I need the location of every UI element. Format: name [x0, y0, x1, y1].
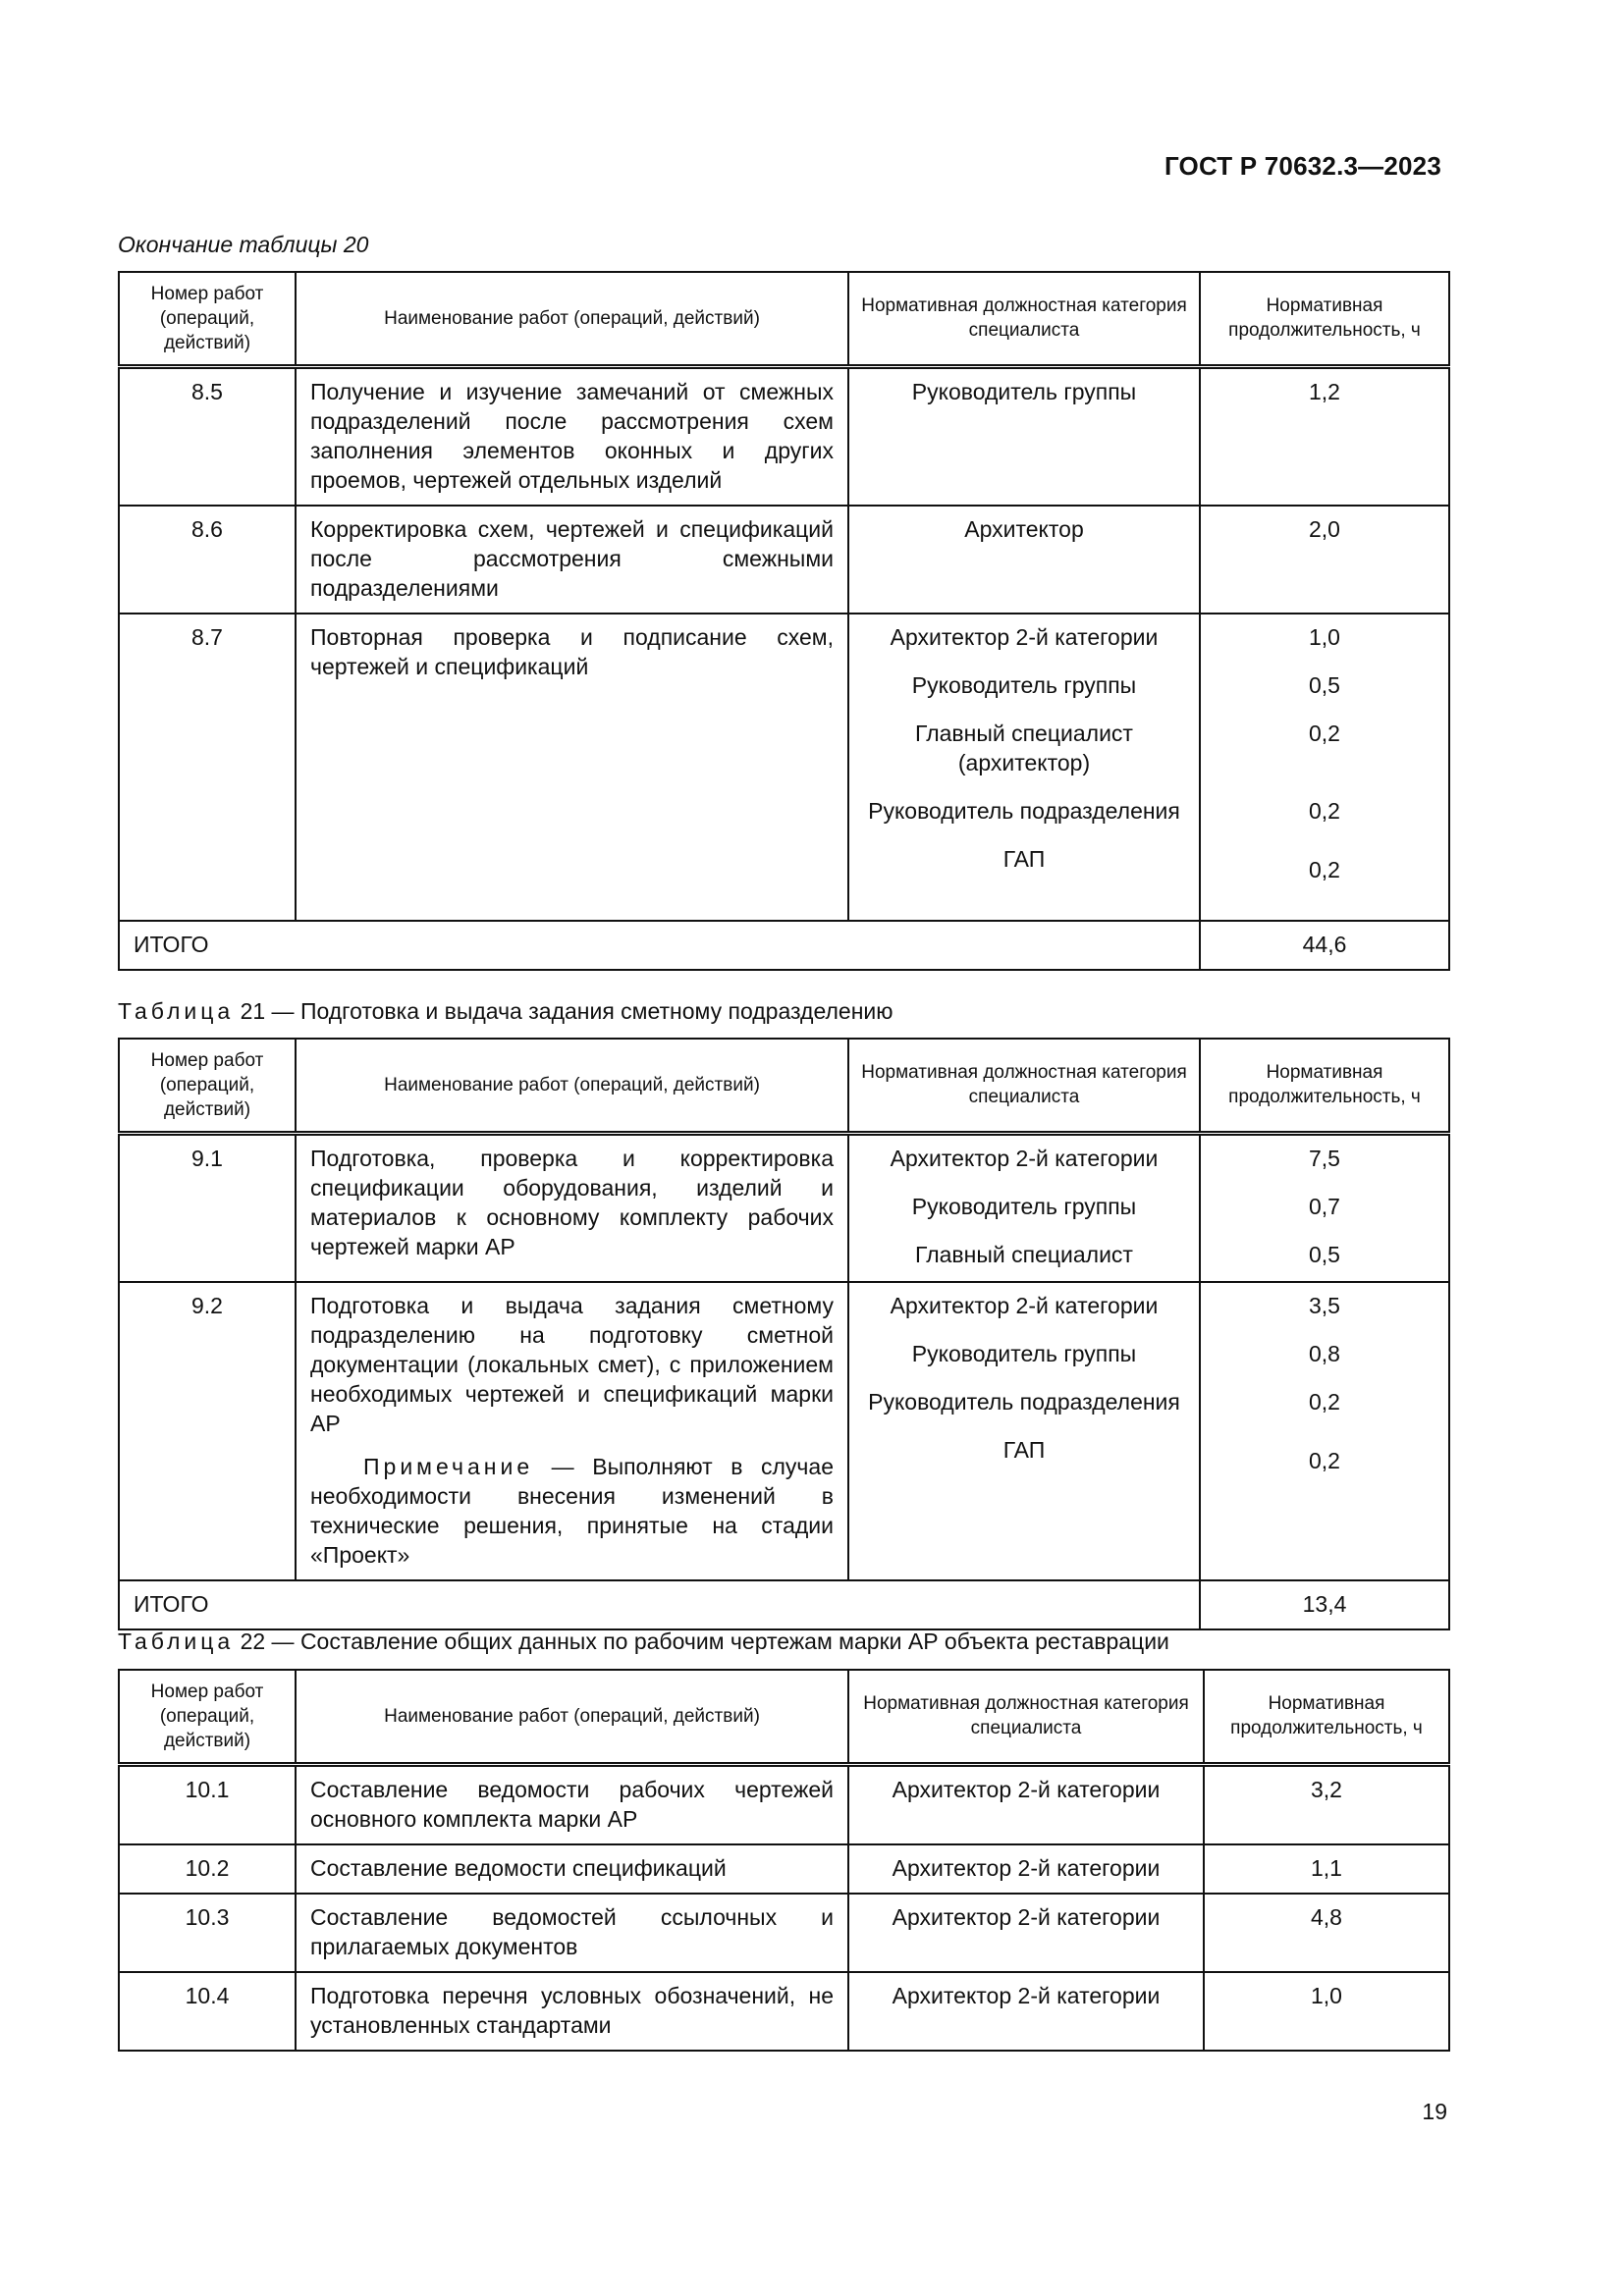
table-label: Таблица: [118, 998, 235, 1024]
row-number: 10.3: [119, 1894, 296, 1972]
row-number: 10.4: [119, 1972, 296, 2051]
duration: 7,5: [1309, 1145, 1340, 1171]
table-row: [119, 614, 1449, 921]
total-label: ИТОГО: [119, 921, 1200, 970]
row-name: Составление ведомости спецификаций: [296, 1844, 848, 1894]
row-name: Повторная проверка и подписание схем, чертежей и спецификаций: [296, 614, 848, 921]
duration: 4,8: [1204, 1894, 1449, 1972]
total-row: [119, 1580, 1449, 1629]
row-name: Получение и изучение замечаний от смежных подразделений после рассмотрения схем заполнения элементов оконных и других проемов, чертежей отдельных изделий: [296, 366, 848, 506]
category: Руководитель подразделения: [868, 798, 1180, 824]
col-header-duration: Нормативная продолжительность, ч: [1204, 1670, 1449, 1764]
duration: 3,5: [1309, 1293, 1340, 1318]
duration: 3,2: [1204, 1764, 1449, 1844]
category: ГАП: [1002, 1437, 1046, 1463]
row-number: 9.1: [119, 1133, 296, 1282]
duration: 1,2: [1309, 378, 1340, 404]
col-header-name: Наименование работ (операций, действий): [296, 272, 848, 366]
row-name: Подготовка перечня условных обозначений, не установленных стандартами: [296, 1972, 848, 2051]
total-label: ИТОГО: [119, 1580, 1200, 1629]
table-row: [119, 1844, 1449, 1894]
row-name: Составление ведомости рабочих чертежей основного комплекта марки АР: [296, 1764, 848, 1844]
duration: 0,7: [1309, 1193, 1340, 1219]
row-number: 8.6: [119, 506, 296, 614]
category: Архитектор 2-й категории: [848, 1972, 1204, 2051]
table-row: [119, 506, 1449, 614]
category: Архитектор 2-й категории: [848, 1844, 1204, 1894]
category: Руководитель подразделения: [868, 1389, 1180, 1415]
row-number: 10.2: [119, 1844, 296, 1894]
row-name: Составление ведомостей ссылочных и прилагаемых документов: [296, 1894, 848, 1972]
table22-caption: [118, 1629, 1169, 1655]
col-header-duration: Нормативная продолжительность, ч: [1200, 272, 1449, 366]
duration: 0,2: [1309, 798, 1340, 824]
row-number: 10.1: [119, 1764, 296, 1844]
standard-code: ГОСТ Р 70632.3—2023: [1164, 151, 1441, 181]
table-21: [118, 1038, 1450, 1630]
row-number: 8.5: [119, 366, 296, 506]
duration: 0,2: [1309, 1448, 1340, 1473]
category: Архитектор 2-й категории: [890, 624, 1159, 650]
category: Архитектор 2-й категории: [890, 1293, 1159, 1318]
duration: 0,2: [1309, 857, 1340, 882]
total-value: 13,4: [1200, 1580, 1449, 1629]
note-label: Примечание: [363, 1454, 534, 1479]
duration: 1,1: [1204, 1844, 1449, 1894]
category: Руководитель группы: [911, 1341, 1137, 1366]
col-header-category: Нормативная должностная категория специалиста: [848, 272, 1200, 366]
table21-caption: [118, 998, 893, 1025]
row-number: 8.7: [119, 614, 296, 921]
table-20: [118, 271, 1450, 971]
duration: 2,0: [1309, 516, 1340, 542]
col-header-category: Нормативная должностная категория специалиста: [848, 1670, 1204, 1764]
table-22: [118, 1669, 1450, 2052]
col-header-num: Номер работ (операций, действий): [119, 1670, 296, 1764]
category: Руководитель группы: [911, 672, 1137, 698]
col-header-name: Наименование работ (операций, действий): [296, 1670, 848, 1764]
category: Руководитель группы: [911, 1193, 1137, 1219]
row-name: Подготовка и выдача задания сметному подразделению на подготовку сметной документации (локальных смет), с приложением необходимых чертежей и спецификаций марки АР: [310, 1293, 834, 1436]
category: Архитектор 2-й категории: [848, 1894, 1204, 1972]
table-row: [119, 1764, 1449, 1844]
table-title: 21 — Подготовка и выдача задания сметному подразделению: [240, 998, 893, 1024]
table20-caption: Окончание таблицы 20: [118, 232, 369, 257]
table-row: [119, 1133, 1449, 1282]
col-header-name: Наименование работ (операций, действий): [296, 1039, 848, 1133]
row-number: 9.2: [119, 1282, 296, 1580]
table-row: [119, 1972, 1449, 2051]
category: Руководитель группы: [911, 378, 1137, 404]
duration: 0,8: [1309, 1341, 1340, 1366]
total-value: 44,6: [1200, 921, 1449, 970]
table-label: Таблица: [118, 1629, 235, 1654]
col-header-num: Номер работ (операций, действий): [119, 1039, 296, 1133]
table-row: [119, 1894, 1449, 1972]
duration: 1,0: [1309, 624, 1340, 650]
table-row: [119, 366, 1449, 506]
duration: 0,5: [1309, 1241, 1340, 1267]
col-header-category: Нормативная должностная категория специалиста: [848, 1039, 1200, 1133]
row-note: [310, 1452, 834, 1570]
category: ГАП: [1002, 846, 1046, 872]
note-text: — Выполняют в случае необходимости внесения изменений в технические решения, принятые на стадии «Проект»: [310, 1454, 834, 1568]
col-header-num: Номер работ (операций, действий): [119, 272, 296, 366]
page-number: 19: [1422, 2099, 1447, 2124]
category: Архитектор: [964, 516, 1084, 542]
category: Главный специалист (архитектор): [915, 721, 1133, 775]
row-name: Корректировка схем, чертежей и спецификаций после рассмотрения смежными подразделениями: [296, 506, 848, 614]
total-row: [119, 921, 1449, 970]
table-row: [119, 1282, 1449, 1580]
duration: 0,5: [1309, 672, 1340, 698]
category: Архитектор 2-й категории: [890, 1145, 1159, 1171]
category: Главный специалист: [915, 1241, 1133, 1267]
row-name: Подготовка, проверка и корректировка спецификации оборудования, изделий и материалов к основному комплекту рабочих чертежей марки АР: [296, 1133, 848, 1282]
duration: 0,2: [1309, 721, 1340, 746]
category: Архитектор 2-й категории: [848, 1764, 1204, 1844]
duration: 1,0: [1204, 1972, 1449, 2051]
table-title: 22 — Составление общих данных по рабочим чертежам марки АР объекта реставрации: [240, 1629, 1169, 1654]
duration: 0,2: [1309, 1389, 1340, 1415]
col-header-duration: Нормативная продолжительность, ч: [1200, 1039, 1449, 1133]
